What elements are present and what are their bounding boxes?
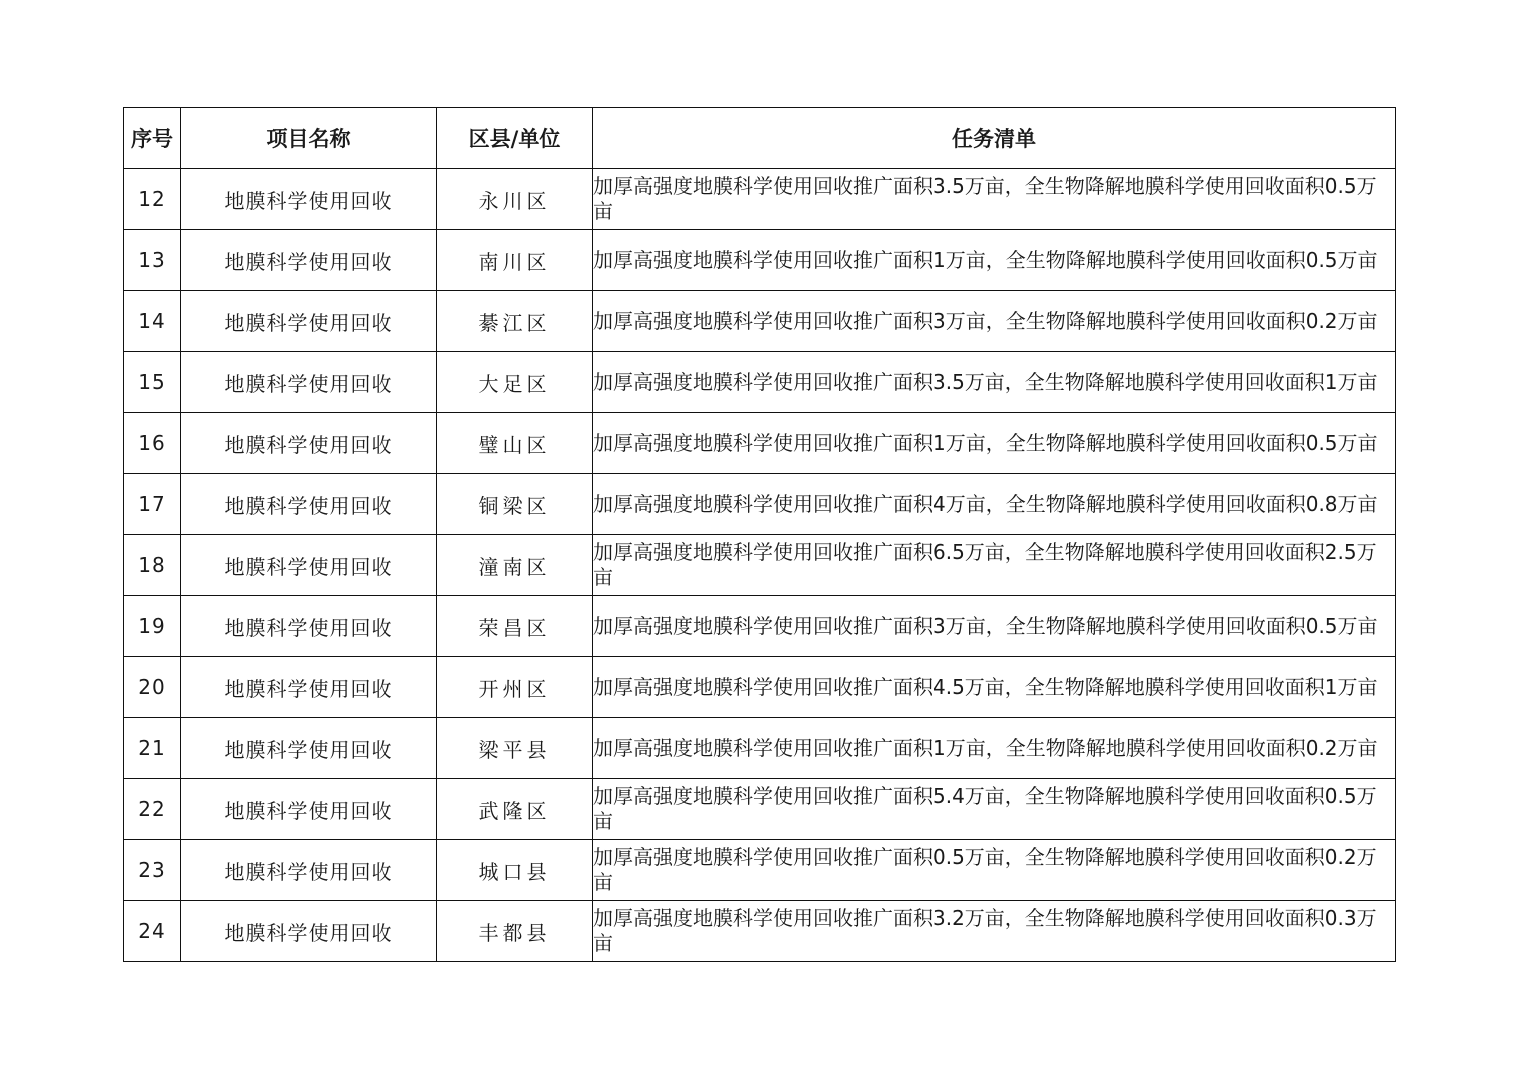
table-row [124, 413, 1396, 474]
row-seq: 12 [124, 169, 181, 230]
row-project-name: 地膜科学使用回收 [181, 718, 437, 779]
row-task: 加厚高强度地膜科学使用回收推广面积1万亩，全生物降解地膜科学使用回收面积0.2万亩 [593, 718, 1396, 779]
table-row [124, 779, 1396, 840]
row-project-name: 地膜科学使用回收 [181, 657, 437, 718]
row-district-unit: 綦江区 [437, 291, 593, 352]
row-district-unit: 南川区 [437, 230, 593, 291]
row-district-unit: 开州区 [437, 657, 593, 718]
row-seq: 15 [124, 352, 181, 413]
row-seq: 23 [124, 840, 181, 901]
table-row [124, 718, 1396, 779]
row-task: 加厚高强度地膜科学使用回收推广面积1万亩，全生物降解地膜科学使用回收面积0.5万亩 [593, 413, 1396, 474]
row-project-name: 地膜科学使用回收 [181, 230, 437, 291]
row-district-unit: 大足区 [437, 352, 593, 413]
table-row [124, 596, 1396, 657]
task-list-table [123, 107, 1396, 962]
row-seq: 24 [124, 901, 181, 962]
row-project-name: 地膜科学使用回收 [181, 535, 437, 596]
row-task: 加厚高强度地膜科学使用回收推广面积3.5万亩，全生物降解地膜科学使用回收面积1万亩 [593, 352, 1396, 413]
row-seq: 14 [124, 291, 181, 352]
row-task: 加厚高强度地膜科学使用回收推广面积4万亩，全生物降解地膜科学使用回收面积0.8万亩 [593, 474, 1396, 535]
row-project-name: 地膜科学使用回收 [181, 352, 437, 413]
row-district-unit: 荣昌区 [437, 596, 593, 657]
table-body [124, 169, 1396, 962]
row-task: 加厚高强度地膜科学使用回收推广面积1万亩，全生物降解地膜科学使用回收面积0.5万亩 [593, 230, 1396, 291]
row-seq: 18 [124, 535, 181, 596]
row-task: 加厚高强度地膜科学使用回收推广面积6.5万亩，全生物降解地膜科学使用回收面积2.5万亩 [593, 535, 1396, 596]
row-district-unit: 武隆区 [437, 779, 593, 840]
table-row [124, 291, 1396, 352]
row-district-unit: 铜梁区 [437, 474, 593, 535]
row-task: 加厚高强度地膜科学使用回收推广面积3.5万亩，全生物降解地膜科学使用回收面积0.5万亩 [593, 169, 1396, 230]
table-header-row [124, 108, 1396, 169]
row-task: 加厚高强度地膜科学使用回收推广面积3.2万亩，全生物降解地膜科学使用回收面积0.3万亩 [593, 901, 1396, 962]
table-row [124, 657, 1396, 718]
row-project-name: 地膜科学使用回收 [181, 474, 437, 535]
row-district-unit: 璧山区 [437, 413, 593, 474]
row-project-name: 地膜科学使用回收 [181, 840, 437, 901]
row-seq: 20 [124, 657, 181, 718]
row-task: 加厚高强度地膜科学使用回收推广面积4.5万亩，全生物降解地膜科学使用回收面积1万亩 [593, 657, 1396, 718]
table-row [124, 474, 1396, 535]
table-row [124, 169, 1396, 230]
row-seq: 17 [124, 474, 181, 535]
row-task: 加厚高强度地膜科学使用回收推广面积0.5万亩，全生物降解地膜科学使用回收面积0.2万亩 [593, 840, 1396, 901]
row-project-name: 地膜科学使用回收 [181, 596, 437, 657]
row-project-name: 地膜科学使用回收 [181, 413, 437, 474]
table-row [124, 901, 1396, 962]
row-seq: 16 [124, 413, 181, 474]
header-project-name: 项目名称 [181, 108, 437, 169]
row-seq: 21 [124, 718, 181, 779]
row-district-unit: 潼南区 [437, 535, 593, 596]
row-project-name: 地膜科学使用回收 [181, 901, 437, 962]
header-seq: 序号 [124, 108, 181, 169]
row-project-name: 地膜科学使用回收 [181, 169, 437, 230]
row-district-unit: 丰都县 [437, 901, 593, 962]
row-district-unit: 永川区 [437, 169, 593, 230]
header-district-unit: 区县/单位 [437, 108, 593, 169]
row-task: 加厚高强度地膜科学使用回收推广面积3万亩，全生物降解地膜科学使用回收面积0.2万亩 [593, 291, 1396, 352]
table-row [124, 535, 1396, 596]
row-seq: 19 [124, 596, 181, 657]
table-row [124, 840, 1396, 901]
row-seq: 13 [124, 230, 181, 291]
row-seq: 22 [124, 779, 181, 840]
table-row [124, 352, 1396, 413]
row-task: 加厚高强度地膜科学使用回收推广面积3万亩，全生物降解地膜科学使用回收面积0.5万亩 [593, 596, 1396, 657]
header-task-list: 任务清单 [593, 108, 1396, 169]
row-project-name: 地膜科学使用回收 [181, 779, 437, 840]
table-row [124, 230, 1396, 291]
row-project-name: 地膜科学使用回收 [181, 291, 437, 352]
row-district-unit: 梁平县 [437, 718, 593, 779]
row-district-unit: 城口县 [437, 840, 593, 901]
row-task: 加厚高强度地膜科学使用回收推广面积5.4万亩，全生物降解地膜科学使用回收面积0.5万亩 [593, 779, 1396, 840]
